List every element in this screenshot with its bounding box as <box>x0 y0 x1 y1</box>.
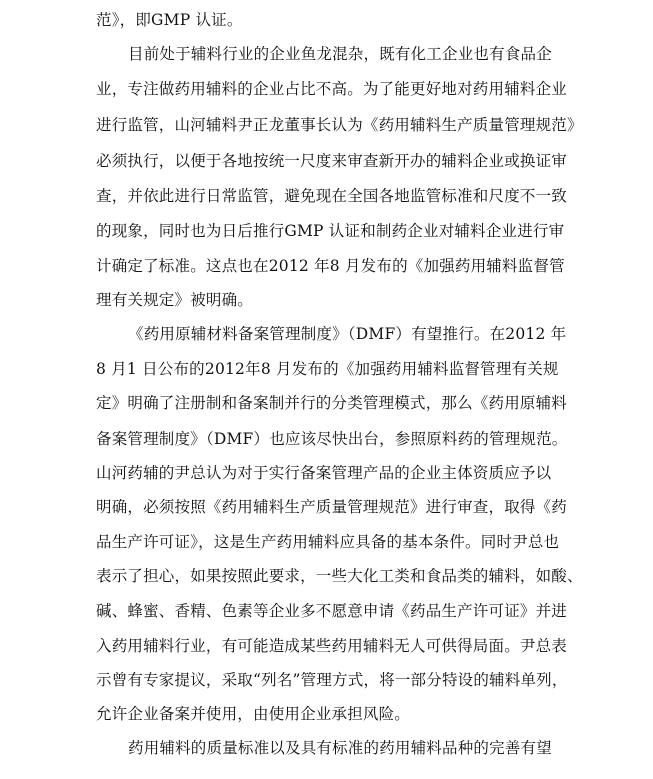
text-line: 必须执行，以便于各地按统一尺度来审查新开办的辅料企业或换证审 <box>96 152 568 170</box>
text-line: 山河药辅的尹总认为对于实行备案管理产品的企业主体资质应予以 <box>96 464 552 482</box>
text-line: 碱、蜂蜜、香精、色素等企业多不愿意申请《药品生产许可证》并进 <box>96 602 568 620</box>
text-line: 允许企业备案并使用，由使用企业承担风险。 <box>96 705 411 723</box>
text-line: 理有关规定》被明确。 <box>96 291 254 309</box>
text-line: 8 月1 日公布的2012年8 月发布的《加强药用辅料监督管理有关规 <box>96 360 559 378</box>
text-line: 的现象，同时也为日后推行GMP 认证和制药企业对辅料企业进行审 <box>96 222 565 240</box>
paragraph-first-line: 药用辅料的质量标准以及具有标准的药用辅料品种的完善有望 <box>128 739 552 757</box>
text-line: 定》明确了注册制和备案制并行的分类管理模式，那么《药用原辅料 <box>96 394 568 412</box>
text-line: 查，并依此进行日常监管，避免现在全国各地监管标准和尺度不一致 <box>96 187 568 205</box>
text-line: 表示了担心，如果按照此要求，一些大化工类和食品类的辅料，如酸、 <box>96 567 583 585</box>
text-line: 计确定了标准。这点也在2012 年8 月发布的《加强药用辅料监督管 <box>96 257 565 275</box>
text-line: 示曾有专家提议，采取“列名”管理方式，将一部分特设的辅料单列， <box>96 671 568 689</box>
text-line: 入药用辅料行业，有可能造成某些药用辅料无人可供得局面。尹总表 <box>96 637 568 655</box>
text-line: 范》，即GMP 认证。 <box>96 11 243 29</box>
paragraph-first-line: 《药用原辅材料备案管理制度》（DMF）有望推行。在2012 年 <box>128 325 567 343</box>
text-line: 明确，必须按照《药用辅料生产质量管理规范》进行审查，取得《药 <box>96 498 568 516</box>
text-line: 业，专注做药用辅料的企业占比不高。为了能更好地对药用辅料企业 <box>96 80 568 98</box>
paragraph-first-line: 目前处于辅料行业的企业鱼龙混杂，既有化工企业也有食品企 <box>128 45 552 63</box>
text-line: 进行监管，山河辅料尹正龙董事长认为《药用辅料生产质量管理规范》 <box>96 116 583 134</box>
text-line: 品生产许可证》，这是生产药用辅料应具备的基本条件。同时尹总也 <box>96 533 560 551</box>
text-line: 备案管理制度》（DMF）也应该尽快出台，参照原料药的管理规范。 <box>96 430 568 448</box>
